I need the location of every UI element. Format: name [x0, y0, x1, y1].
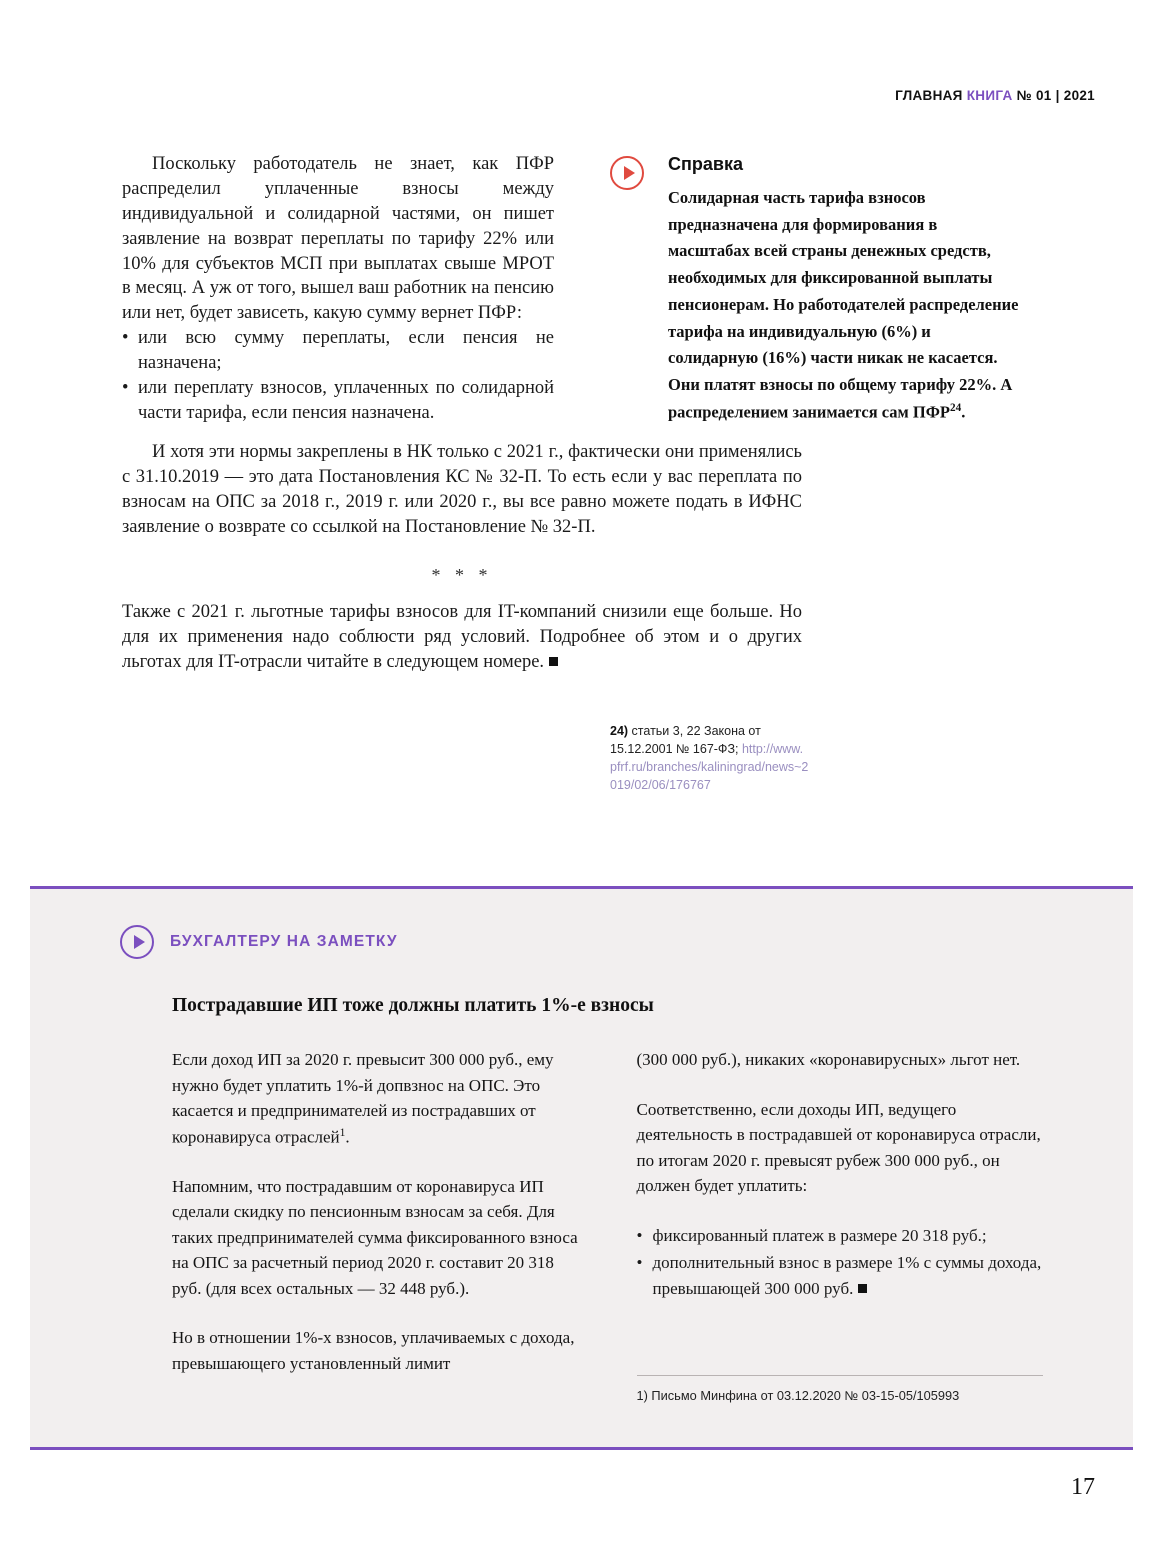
list-item: • фиксированный платеж в размере 20 318 руб.; — [637, 1223, 1044, 1249]
list-item: • или всю сумму переплаты, если пенсия не назначена; — [122, 326, 554, 376]
right-column — [610, 152, 1020, 793]
list-item — [637, 1250, 1044, 1301]
list-item-text: дополнительный взнос в размере 1% с суммы дохода, превышающей 300 000 руб. — [652, 1253, 1042, 1298]
spravka-text-main: Солидарная часть тарифа взносов предназначена для формирования в масштабах всей страны денежных средств, необходимых для фиксированной выплаты пенсионерам. Но работодателей распределение тарифа на индивидуальную (6%) и солидарную (16%) части никак не касается. Они платят взносы по общему тарифу 22%. А распределением занимается сам ПФР — [668, 188, 1019, 422]
section-divider: * * * — [431, 565, 493, 586]
note-left-paragraph-2: Напомним, что пострадавшим от коронавируса ИП сделали скидку по пенсионным взносам за себя. Для таких предпринимателей сумма фиксированного взноса на ОПС за расчетный период 2020 г. составит 20 318 руб. (для всех остальных — 32 448 руб.). — [172, 1176, 578, 1298]
footnote-marker: 24) — [610, 724, 629, 738]
paragraph-1: Поскольку работодатель не знает, как ПФР распределил уплаченные взносы между индивидуальной и солидарной частями, он пишет заявление на возврат переплаты по тарифу 22% или 10% для субъектов МСП при выплатах свыше МРОТ в месяц. А уж от того, вышел ваш работник на пенсию или нет, будет зависеть, какую сумму вернет ПФР: — [122, 154, 554, 324]
note-left-paragraph-1 — [172, 1047, 579, 1150]
note-kicker: БУХГАЛТЕРУ НА ЗАМЕТКУ — [170, 933, 398, 950]
end-mark-icon — [858, 1284, 867, 1293]
note-left-p1-text: Если доход ИП за 2020 г. превысит 300 000 руб., ему нужно будет уплатить 1%-й допвзнос на ОПС. Это касается и предпринимателей из пострадавших от коронавируса отраслей — [172, 1050, 554, 1147]
article-body — [122, 152, 1042, 793]
note-left-p1-tail: . — [345, 1127, 350, 1147]
note-title: Пострадавшие ИП тоже должны платить 1%-е взносы — [172, 995, 654, 1016]
paragraph-3 — [122, 600, 802, 675]
list-item: • или переплату взносов, уплаченных по солидарной части тарифа, если пенсия назначена. — [122, 376, 554, 426]
paragraph-2: И хотя эти нормы закреплены в НК только с 2021 г., фактически они применялись с 31.10.2019 — это дата Постановления КС № 32-П. То есть если у вас переплата по взносам на ОПС за 2018 г., 2019 г. или 2020 г., вы все равно можете подать в ИФНС заявление о возврате со ссылкой на Постановление № 32-П. — [122, 441, 802, 537]
note-right-paragraph-1: (300 000 руб.), никаких «коронавирусных» льгот нет. — [636, 1050, 1021, 1069]
note-block — [30, 886, 1133, 1450]
note-bullet-list — [637, 1223, 1044, 1302]
note-columns — [172, 1047, 1043, 1403]
page-number: 17 — [1071, 1474, 1095, 1500]
page-header — [895, 88, 1095, 103]
note-footnote: 1) Письмо Минфина от 03.12.2020 № 03-15-05/105993 — [637, 1375, 1044, 1403]
note-header — [120, 925, 1043, 959]
article-continuation — [122, 440, 802, 675]
brand-main: ГЛАВНАЯ — [895, 88, 963, 103]
footnote-text: статьи 3, 22 Закона от 15.12.2001 № 167-ФЗ; — [610, 724, 761, 757]
brand-accent: КНИГА — [966, 88, 1013, 103]
spravka-text — [668, 185, 1020, 426]
end-mark-icon — [549, 657, 558, 666]
issue-label: № 01 | 2021 — [1016, 88, 1095, 103]
note-left-column — [172, 1047, 579, 1403]
footnote-ref-1: 1 — [339, 1125, 346, 1139]
play-circle-icon — [610, 156, 644, 190]
left-column — [122, 152, 554, 426]
note-left-paragraph-3: Но в отношении 1%-х взносов, уплачиваемых с дохода, превышающего установленный лимит — [172, 1328, 575, 1373]
play-circle-icon — [120, 925, 154, 959]
note-right-paragraph-2: Соответственно, если доходы ИП, ведущего деятельность в пострадавшей от коронавируса отрасли, по итогам 2020 г. превысят рубеж 300 000 руб., он должен будет уплатить: — [636, 1099, 1041, 1195]
spravka-text-tail: . — [961, 402, 966, 422]
bullet-list — [122, 326, 554, 426]
footnote-ref-24: 24 — [950, 401, 962, 414]
note-right-column — [637, 1047, 1044, 1403]
paragraph-3-text: Также с 2021 г. льготные тарифы взносов для IT-компаний снизили еще больше. Но для их применения надо соблюсти ряд условий. Подробнее об этом и о других льготах для IT-отрасли читайте в следующем номере. — [122, 602, 802, 673]
footnote-url[interactable]: http://www.pfrf.ru/branches/kaliningrad/news~2019/02/06/176767 — [610, 742, 809, 793]
spravka-title: Справка — [668, 154, 743, 174]
spravka-box — [610, 154, 1020, 426]
footnote-24 — [610, 722, 810, 795]
